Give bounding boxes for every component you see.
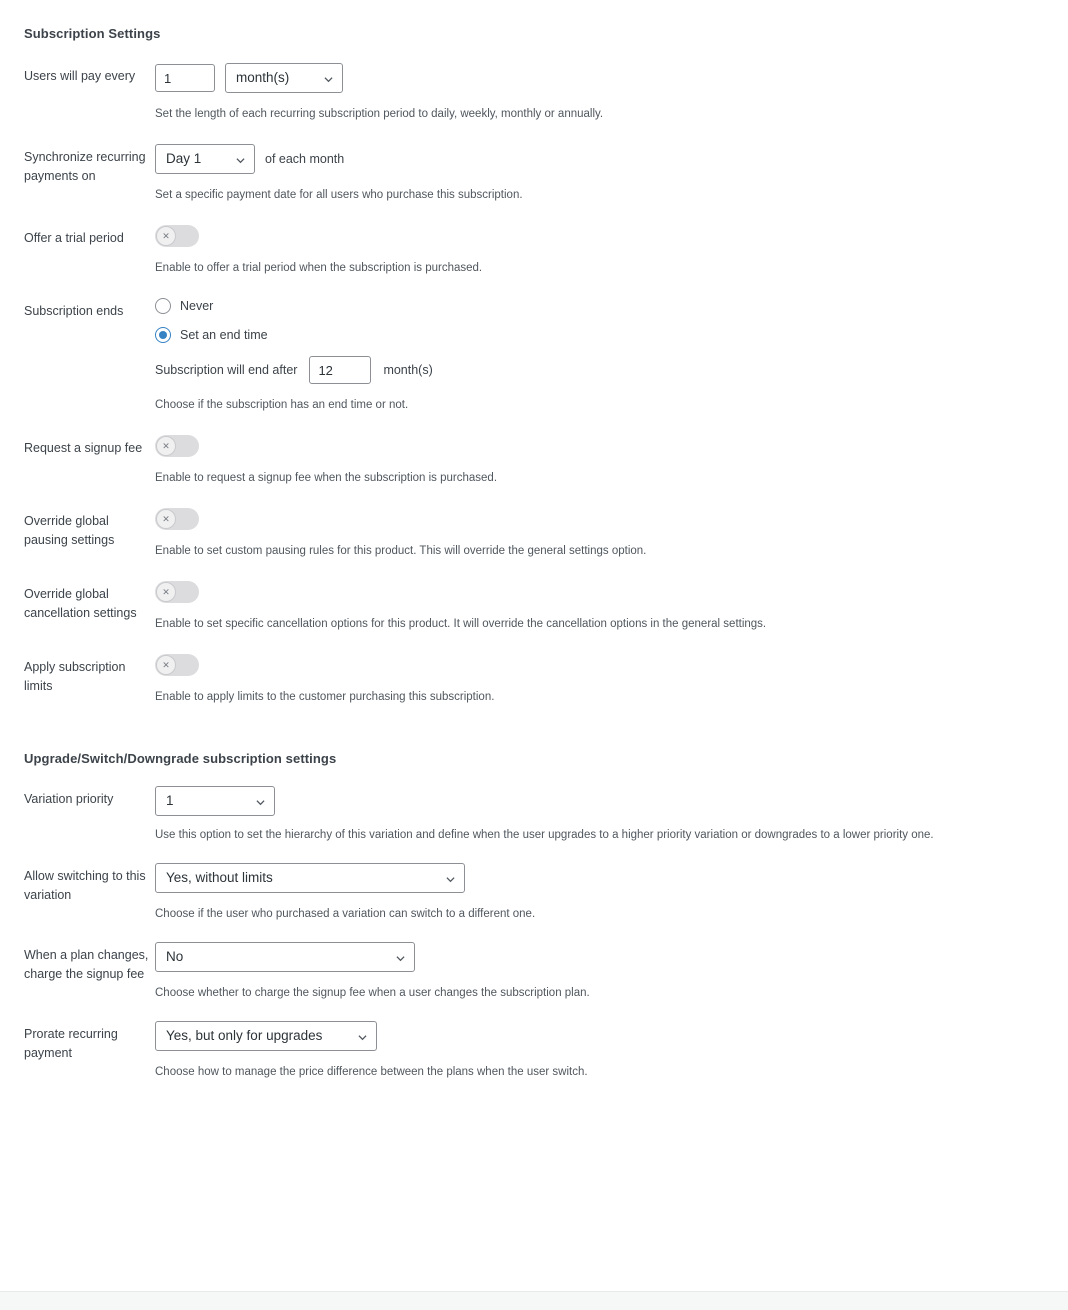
chevron-down-icon — [396, 954, 405, 963]
allow-switching-description: Choose if the user who purchased a variation can switch to a different one. — [155, 908, 536, 920]
toggle-off-icon: ✕ — [156, 226, 176, 246]
radio-never-label: Never — [180, 299, 214, 313]
subscription-ends-description: Choose if the subscription has an end time or not. — [155, 399, 409, 411]
field-label-subscription-ends: Subscription ends — [24, 304, 124, 318]
variation-priority-select[interactable] — [155, 786, 275, 816]
chevron-down-icon — [358, 1033, 367, 1042]
field-control-trial-period — [155, 225, 1068, 276]
radio-end-time-label: Set an end time — [180, 328, 268, 342]
allow-switching-select[interactable] — [155, 863, 465, 893]
charge-signup-fee-value: No — [166, 949, 184, 964]
field-variation-priority — [0, 766, 1068, 843]
prorate-recurring-value: Yes, but only for upgrades — [166, 1028, 323, 1043]
override-cancellation-toggle[interactable] — [155, 581, 199, 603]
field-label-subscription-limits: Apply subscription limits — [24, 660, 126, 693]
toggle-off-icon: ✕ — [156, 655, 176, 675]
chevron-down-icon — [324, 75, 333, 84]
trial-period-toggle[interactable] — [155, 225, 199, 247]
allow-switching-value: Yes, without limits — [166, 870, 273, 885]
toggle-off-icon: ✕ — [156, 509, 176, 529]
field-label-prorate-recurring: Prorate recurring payment — [24, 1027, 118, 1060]
override-pausing-toggle[interactable] — [155, 508, 199, 530]
synchronize-suffix-label: of each month — [265, 152, 345, 166]
field-subscription-limits — [0, 632, 1068, 705]
variation-priority-value: 1 — [166, 793, 174, 808]
end-after-length-input[interactable] — [309, 356, 371, 384]
field-label-override-cancellation: Override global cancellation settings — [24, 587, 137, 620]
field-subscription-ends — [0, 276, 1068, 413]
radio-option-end-time[interactable] — [155, 327, 1048, 343]
subscription-limits-toggle[interactable] — [155, 654, 199, 676]
prorate-recurring-select[interactable] — [155, 1021, 377, 1051]
radio-option-never[interactable] — [155, 298, 1048, 314]
field-label-trial-period: Offer a trial period — [24, 231, 124, 245]
signup-fee-toggle[interactable] — [155, 435, 199, 457]
field-override-pausing — [0, 486, 1068, 559]
field-signup-fee — [0, 413, 1068, 486]
field-control-allow-switching — [155, 863, 1068, 922]
synchronize-description: Set a specific payment date for all users who purchase this subscription. — [155, 189, 523, 201]
field-control-variation-priority — [155, 786, 1068, 843]
field-synchronize — [0, 122, 1068, 203]
end-after-prefix-label: Subscription will end after — [155, 363, 298, 377]
override-pausing-description: Enable to set custom pausing rules for this product. This will override the general settings option. — [155, 545, 647, 557]
field-label-synchronize: Synchronize recurring payments on — [24, 150, 146, 183]
pay-every-description: Set the length of each recurring subscription period to daily, weekly, monthly or annually. — [155, 108, 604, 120]
field-label-charge-signup-fee: When a plan changes, charge the signup fee — [24, 948, 149, 981]
field-control-subscription-ends — [155, 298, 1068, 413]
charge-signup-fee-select[interactable] — [155, 942, 415, 972]
pay-every-period-select[interactable] — [225, 63, 343, 93]
toggle-off-icon: ✕ — [156, 582, 176, 602]
variation-priority-description: Use this option to set the hierarchy of this variation and define when the user upgrades to a higher priority variation or downgrades to a lower priority one. — [155, 829, 934, 841]
chevron-down-icon — [236, 156, 245, 165]
radio-end-time-input[interactable] — [155, 327, 171, 343]
upgrade-fields — [0, 766, 1068, 1080]
chevron-down-icon — [446, 875, 455, 884]
field-label-allow-switching: Allow switching to this variation — [24, 869, 146, 902]
field-label-override-pausing: Override global pausing settings — [24, 514, 115, 547]
field-allow-switching — [0, 843, 1068, 922]
toggle-off-icon: ✕ — [156, 436, 176, 456]
field-control-override-pausing — [155, 508, 1068, 559]
field-control-charge-signup-fee — [155, 942, 1068, 1001]
panel-bottom-strip — [0, 1291, 1068, 1310]
trial-period-description: Enable to offer a trial period when the subscription is purchased. — [155, 262, 483, 274]
field-control-prorate-recurring — [155, 1021, 1068, 1080]
pay-every-interval-input[interactable] — [155, 64, 215, 92]
field-trial-period — [0, 203, 1068, 276]
field-label-signup-fee: Request a signup fee — [24, 441, 143, 455]
radio-never-input[interactable] — [155, 298, 171, 314]
field-control-pay-every — [155, 63, 1068, 122]
synchronize-day-select[interactable] — [155, 144, 255, 174]
subscription-limits-description: Enable to apply limits to the customer purchasing this subscription. — [155, 691, 495, 703]
field-control-signup-fee — [155, 435, 1068, 486]
field-override-cancellation — [0, 559, 1068, 632]
chevron-down-icon — [256, 798, 265, 807]
field-control-subscription-limits — [155, 654, 1068, 705]
field-control-override-cancellation — [155, 581, 1068, 632]
override-cancellation-description: Enable to set specific cancellation options for this product. It will override the cancellation options in the general settings. — [155, 618, 767, 630]
subscription-fields — [0, 41, 1068, 705]
charge-signup-fee-description: Choose whether to charge the signup fee when a user changes the subscription plan. — [155, 987, 590, 999]
field-charge-signup-fee — [0, 922, 1068, 1001]
end-after-suffix-label: month(s) — [383, 363, 433, 377]
synchronize-day-value: Day 1 — [166, 151, 202, 166]
field-prorate-recurring — [0, 1001, 1068, 1080]
prorate-recurring-description: Choose how to manage the price difference between the plans when the user switch. — [155, 1066, 588, 1078]
field-label-variation-priority: Variation priority — [24, 792, 114, 806]
field-control-synchronize — [155, 144, 1068, 203]
section-title-subscription: Subscription Settings — [24, 26, 161, 41]
pay-every-period-value: month(s) — [236, 70, 290, 85]
field-pay-every — [0, 41, 1068, 122]
signup-fee-description: Enable to request a signup fee when the subscription is purchased. — [155, 472, 498, 484]
field-label-pay-every: Users will pay every — [24, 69, 136, 83]
section-title-upgrade: Upgrade/Switch/Downgrade subscription settings — [24, 751, 337, 766]
